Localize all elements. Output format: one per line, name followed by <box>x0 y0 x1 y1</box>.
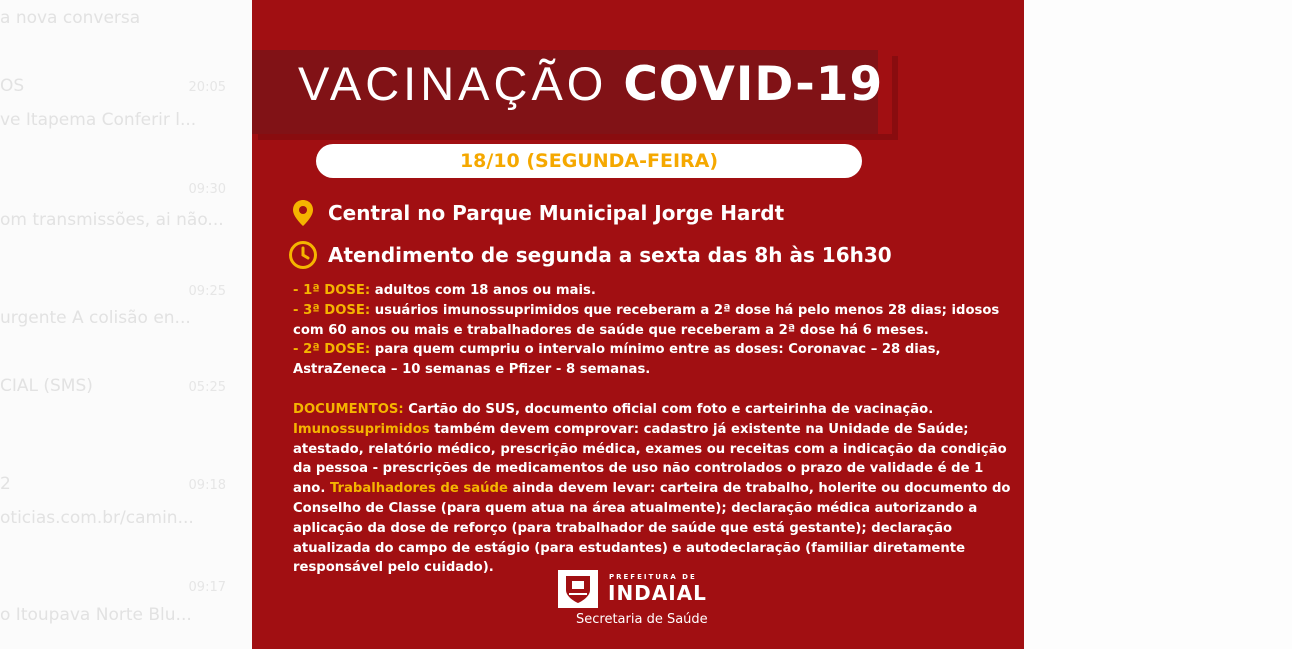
workers-text: ainda devem levar: carteira de trabalho, holerite ou documento do Conselho de Classe (para quem atua na área atualmente); declaração médica autorizando a aplicação da dose de reforço (para trabalhador de saúde que está gestante); declaração atualizada do campo de estágio (para estudantes) e autodeclaração (familiar diretamente responsável pelo cuidado). <box>293 481 1011 576</box>
docs-label: DOCUMENTOS: <box>293 401 404 417</box>
workers-label: Trabalhadores de saúde <box>329 481 508 497</box>
imuno-label: Imunossuprimidos <box>293 421 430 437</box>
background-list-time: 09:30 <box>188 182 226 197</box>
background-list-item: a nova conversa <box>0 8 141 28</box>
background-list-time: 05:25 <box>188 380 226 395</box>
background-list-item: oticias.com.br/camin... <box>0 508 194 528</box>
map-pin-icon <box>288 198 318 228</box>
background-list-item: urgente A colisão en... <box>0 308 191 328</box>
background-list-item: o Itoupava Norte Blu... <box>0 605 192 625</box>
indaial-logo <box>558 570 718 640</box>
imuno-text: também devem comprovar: cadastro já existente na Unidade de Saúde; atestado, relatório médico, prescrição médica, exames ou receitas com a indicação da condição da pessoa - prescrições de medicamentos de uso não controlados o prazo de validade é de 1 ano. <box>293 421 1007 497</box>
dose1-label: - 1ª DOSE: <box>293 283 371 298</box>
documents-paragraph <box>293 400 1013 578</box>
logo-small-text: PREFEITURA DE <box>609 573 697 581</box>
poster-title <box>298 54 883 115</box>
background-list-item: ve Itapema Conferir l... <box>0 110 197 130</box>
background-right-panel <box>1024 0 1292 649</box>
logo-subtitle: Secretaria de Saúde <box>576 612 708 627</box>
dose3-label: - 3ª DOSE: <box>293 302 371 318</box>
dose2-text: para quem cumpriu o intervalo mínimo entre as doses: Coronavac – 28 dias, AstraZeneca – 10 semanas e Pfizer - 8 semanas. <box>293 342 941 378</box>
background-chat-list <box>0 0 252 649</box>
dose2-line <box>293 340 1013 380</box>
location-text: Central no Parque Municipal Jorge Hardt <box>328 201 785 225</box>
dose2-label: - 2ª DOSE: <box>293 342 371 358</box>
background-list-item: OS <box>0 76 25 96</box>
location-row <box>288 198 784 228</box>
logo-big-text: INDAIAL <box>608 581 707 605</box>
dose3-line <box>293 301 1013 341</box>
background-list-item: om transmissões, ai não... <box>0 210 224 230</box>
schedule-row <box>288 240 892 270</box>
background-list-time: 09:25 <box>188 284 226 299</box>
background-list-time: 20:05 <box>188 80 226 95</box>
coat-of-arms-icon <box>558 570 598 608</box>
poster-body <box>293 281 1013 578</box>
clock-icon <box>288 240 318 270</box>
background-list-time: 09:18 <box>188 478 226 493</box>
dose1-line <box>293 281 1013 301</box>
dose3-text: usuários imunossuprimidos que receberam a 2ª dose há pelo menos 28 dias; idosos com 60 anos ou mais e trabalhadores de saúde que receberam a 2ª dose há 6 meses. <box>293 302 1000 338</box>
title-bold: COVID-19 <box>623 57 884 112</box>
docs-text: Cartão do SUS, documento oficial com foto e carteirinha de vacinação. <box>403 401 934 417</box>
schedule-text: Atendimento de segunda a sexta das 8h às 16h30 <box>328 243 892 267</box>
vaccination-poster <box>252 0 1024 649</box>
background-list-time: 09:17 <box>188 580 226 595</box>
background-list-item: CIAL (SMS) <box>0 376 93 396</box>
dose1-text: adultos com 18 anos ou mais. <box>370 283 596 298</box>
date-pill: 18/10 (SEGUNDA-FEIRA) <box>316 144 862 178</box>
background-list-item: 2 <box>0 474 11 494</box>
title-light: VACINAÇÃO <box>298 57 608 110</box>
